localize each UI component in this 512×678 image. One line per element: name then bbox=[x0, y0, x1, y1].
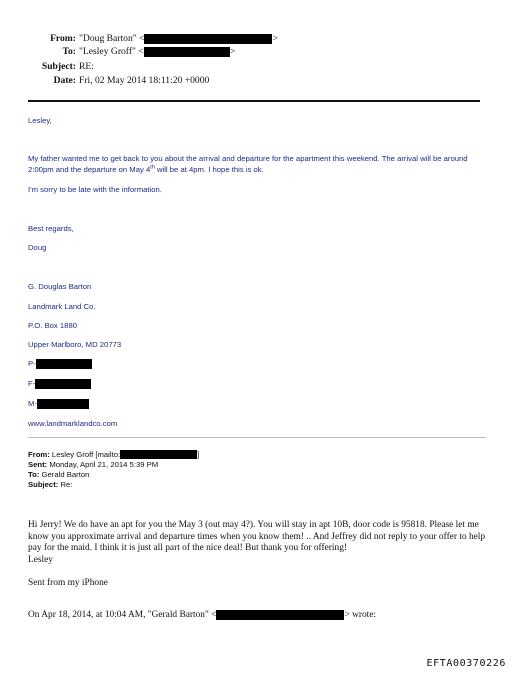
to-value: "Lesley Groff" < bbox=[79, 46, 144, 57]
quoted-sent-value: Monday, April 21, 2014 5:39 PM bbox=[47, 460, 159, 469]
reply-paragraph-1-a: My father wanted me to get back to you about the arrival and departure for the apartment this weekend. The arrival will be around 2:00pm and the departure on May 4 bbox=[28, 154, 468, 174]
quoted-to-label: To: bbox=[28, 470, 40, 479]
from-label: From: bbox=[50, 33, 76, 44]
to-label: To: bbox=[62, 46, 76, 57]
quoted-to-value: Gerald Barton bbox=[39, 470, 90, 479]
header-subject-row bbox=[0, 61, 94, 73]
quoted-from-value: Lesley Groff [mailto: bbox=[49, 450, 121, 459]
reply-paragraph-2: I'm sorry to be late with the information. bbox=[28, 185, 162, 194]
redaction-fax bbox=[35, 379, 91, 389]
quoted-divider bbox=[28, 437, 486, 438]
header-date-row bbox=[0, 75, 209, 87]
header-to-row bbox=[0, 46, 235, 58]
signature-phone-row bbox=[28, 358, 92, 369]
quoted-from-row bbox=[28, 450, 199, 460]
quoted-to-row bbox=[28, 470, 89, 480]
document-id: EFTA00370226 bbox=[426, 658, 506, 669]
quoted-on-date-a: On Apr 18, 2014, at 10:04 AM, "Gerald Barton" < bbox=[28, 610, 217, 621]
reply-name: Doug bbox=[28, 243, 47, 252]
redaction-gerald-email bbox=[216, 610, 344, 620]
reply-paragraph-1-b: will be at 4pm. I hope this is ok. bbox=[154, 165, 264, 174]
signature-company: Landmark Land Co. bbox=[28, 302, 96, 311]
from-close: > bbox=[272, 33, 278, 44]
reply-closing: Best regards, bbox=[28, 224, 74, 233]
signature-fax-row bbox=[28, 378, 91, 389]
redaction-mobile bbox=[37, 399, 89, 409]
redaction-quoted-email bbox=[120, 450, 200, 459]
quoted-sent-row bbox=[28, 460, 158, 470]
reply-paragraph-1 bbox=[28, 153, 486, 175]
redaction-phone bbox=[36, 359, 92, 369]
signature-po-box: P.O. Box 1880 bbox=[28, 321, 78, 330]
quoted-subject-value: Re: bbox=[58, 480, 73, 489]
quoted-sent-label: Sent: bbox=[28, 460, 48, 469]
signature-website-link[interactable]: www.landmarklandco.com bbox=[28, 419, 118, 428]
redaction-from-email bbox=[144, 34, 272, 44]
signature-mobile-row bbox=[28, 398, 89, 409]
signature-name: G. Douglas Barton bbox=[28, 282, 92, 291]
quoted-message-paragraph: Hi Jerry! We do have an apt for you the May 3 (out may 4?). You will stay in apt 10B, door code is 95818. Please let me know you approximate arrival and departure times when you know them! .. And Jeffrey did not reply to your offer to help pay for the maid. I think it is just all part of the nice deal! But thank you for offering! bbox=[28, 520, 486, 554]
signature-mobile-prefix: M- bbox=[28, 399, 37, 408]
subject-value: RE: bbox=[79, 61, 94, 72]
quoted-message-name: Lesley bbox=[28, 555, 53, 565]
signature-phone-prefix: P- bbox=[28, 359, 36, 368]
to-close: > bbox=[229, 46, 236, 57]
quoted-on-date-row bbox=[28, 610, 488, 622]
signature-city: Upper Marlboro, MD 20773 bbox=[28, 340, 122, 349]
quoted-on-date-b: > wrote: bbox=[344, 610, 377, 621]
quoted-subject-label: Subject: bbox=[28, 480, 59, 489]
header-from-row bbox=[0, 33, 278, 45]
redaction-to-email bbox=[144, 47, 230, 57]
subject-label: Subject: bbox=[41, 61, 76, 72]
quoted-subject-row bbox=[28, 480, 72, 490]
quoted-sent-from: Sent from my iPhone bbox=[28, 578, 108, 588]
reply-paragraph-1-sup: th bbox=[150, 164, 155, 171]
from-value: "Doug Barton" < bbox=[79, 33, 145, 44]
header-divider bbox=[28, 100, 480, 102]
signature-fax-prefix: F- bbox=[28, 379, 36, 388]
reply-greeting: Lesley, bbox=[28, 116, 52, 125]
date-label: Date: bbox=[53, 75, 76, 86]
date-value: Fri, 02 May 2014 18:11:20 +0000 bbox=[79, 75, 210, 86]
quoted-from-close: ] bbox=[197, 450, 200, 459]
quoted-from-label: From: bbox=[28, 450, 50, 459]
